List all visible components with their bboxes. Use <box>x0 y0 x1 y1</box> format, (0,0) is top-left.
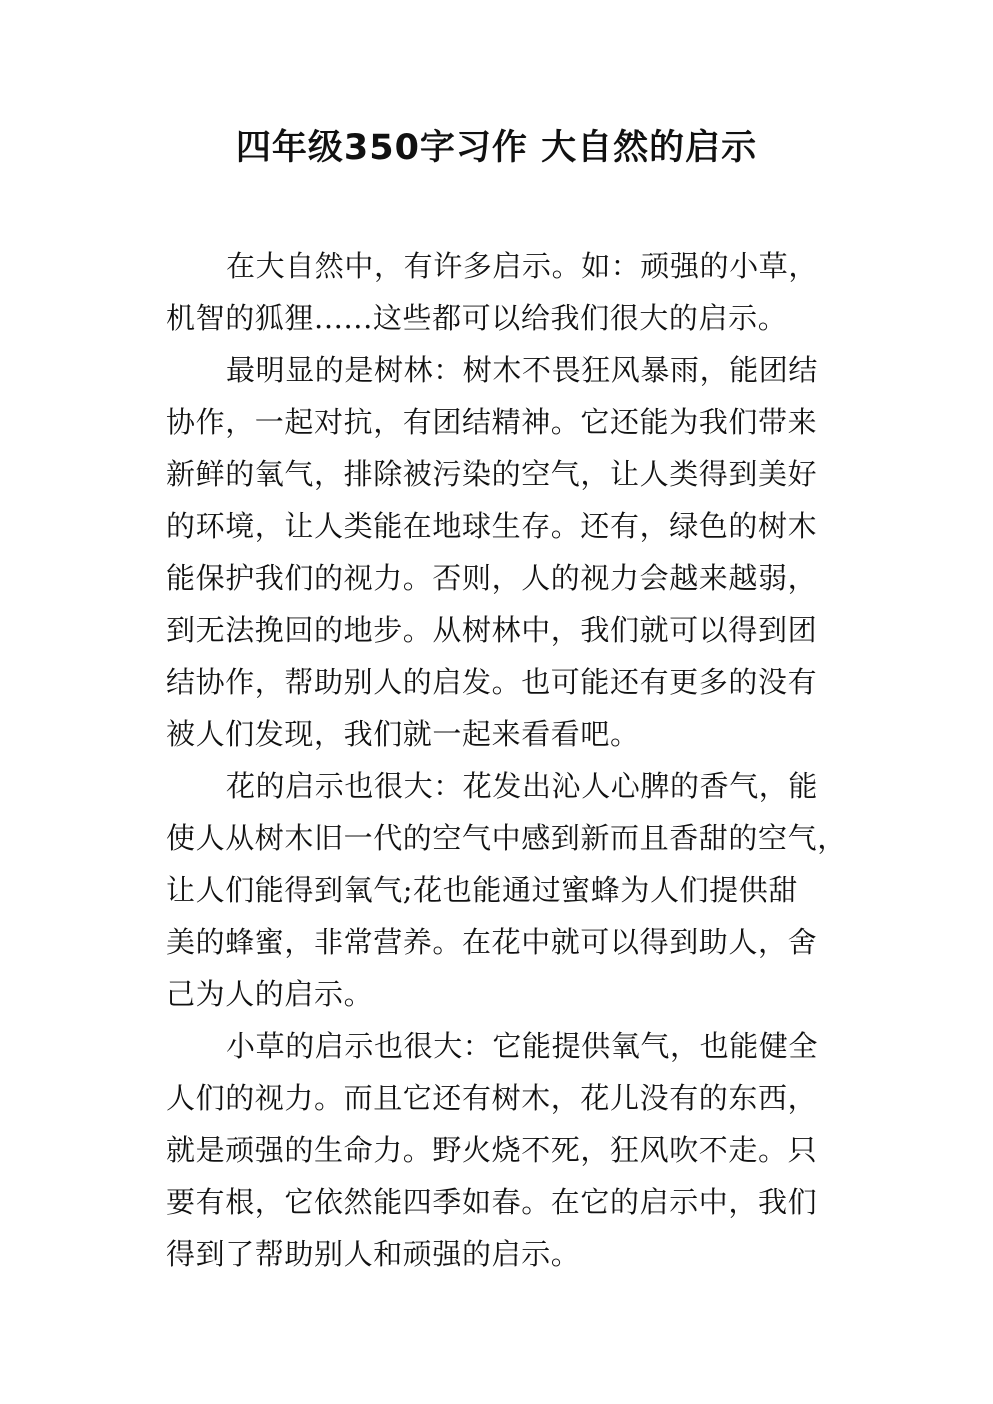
text-line: 新鲜的氧气，排除被污染的空气，让人类得到美好 <box>166 457 818 491</box>
text-line: 得到了帮助别人和顽强的启示。 <box>166 1237 581 1271</box>
text-line: 在大自然中，有许多启示。如：顽强的小草， <box>226 249 819 283</box>
text-line: 机智的狐狸......这些都可以给我们很大的启示。 <box>166 301 788 335</box>
text-line: 最明显的是树林：树木不畏狂风暴雨，能团结 <box>226 353 819 387</box>
document-title: 四年级350字习作 大自然的启示 <box>235 128 758 168</box>
text-line: 小草的启示也很大：它能提供氧气，也能健全 <box>226 1029 819 1063</box>
text-line: 让人们能得到氧气;花也能通过蜜蜂为人们提供甜 <box>166 873 798 907</box>
text-line: 到无法挽回的地步。从树林中，我们就可以得到团 <box>166 613 818 647</box>
text-line: 被人们发现，我们就一起来看看吧。 <box>166 717 640 751</box>
text-line: 使人从树木旧一代的空气中感到新而且香甜的空气， <box>166 821 847 855</box>
text-line: 结协作，帮助别人的启发。也可能还有更多的没有 <box>166 665 818 699</box>
text-line: 协作，一起对抗，有团结精神。它还能为我们带来 <box>166 405 818 439</box>
text-line: 美的蜂蜜，非常营养。在花中就可以得到助人，舍 <box>166 925 818 959</box>
text-line: 能保护我们的视力。否则，人的视力会越来越弱， <box>166 561 818 595</box>
text-line: 就是顽强的生命力。野火烧不死，狂风吹不走。只 <box>166 1133 818 1167</box>
text-line: 己为人的启示。 <box>166 977 374 1011</box>
text-line: 要有根，它依然能四季如春。在它的启示中，我们 <box>166 1185 818 1219</box>
text-line: 人们的视力。而且它还有树木，花儿没有的东西， <box>166 1081 818 1115</box>
text-line: 花的启示也很大：花发出沁人心脾的香气，能 <box>226 769 819 803</box>
document-body <box>166 240 847 1280</box>
text-line: 的环境，让人类能在地球生存。还有，绿色的树木 <box>166 509 818 543</box>
